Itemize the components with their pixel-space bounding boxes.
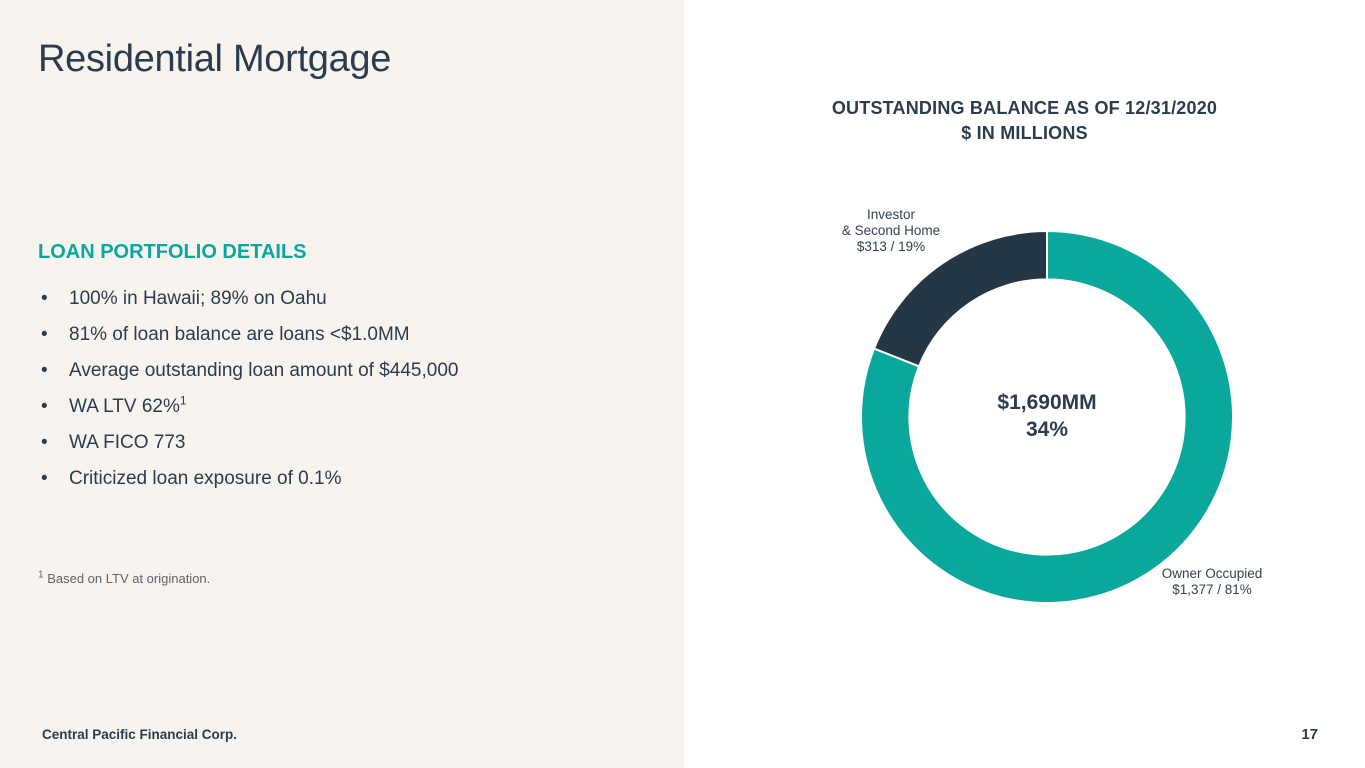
bullet-text: WA LTV 62% — [69, 396, 180, 417]
footnote-text: Based on LTV at origination. — [47, 571, 211, 586]
chart-title-line2: $ IN MILLIONS — [961, 123, 1088, 143]
bullet-dot: • — [41, 468, 48, 489]
bullet-text: 81% of loan balance are loans <$1.0MM — [69, 324, 410, 345]
bullet-text: 100% in Hawaii; 89% on Oahu — [69, 288, 327, 309]
company-name: Central Pacific Financial Corp. — [42, 727, 238, 742]
page-title: Residential Mortgage — [38, 38, 392, 80]
bullet-dot: • — [41, 360, 48, 381]
loan-details-list — [38, 281, 458, 497]
bullet-dot: • — [41, 432, 48, 453]
bullet-text: Average outstanding loan amount of $445,000 — [69, 360, 459, 381]
donut-center-label — [857, 389, 1237, 443]
list-item — [38, 425, 458, 461]
section-heading: LOAN PORTFOLIO DETAILS — [38, 241, 307, 263]
list-item — [38, 461, 458, 497]
list-item — [38, 317, 458, 353]
footnote — [38, 571, 210, 586]
bullet-dot: • — [41, 396, 48, 417]
footnote-reference: 1 — [179, 393, 187, 408]
chart-title-line1: OUTSTANDING BALANCE AS OF 12/31/2020 — [831, 98, 1218, 118]
list-item — [38, 389, 458, 425]
list-item — [38, 281, 458, 317]
bullet-text: WA FICO 773 — [69, 432, 186, 453]
label-owner-line1: Owner Occupied — [1161, 566, 1263, 581]
label-owner-occupied — [1162, 566, 1263, 598]
donut-total-percent: 34% — [1025, 418, 1069, 441]
donut-total-value: $1,690MM — [997, 391, 1097, 414]
label-investor-second-home — [842, 207, 940, 255]
label-investor-value: $313 / 19% — [856, 239, 926, 254]
bullet-dot: • — [41, 324, 48, 345]
bullet-dot: • — [41, 288, 48, 309]
chart-title — [684, 96, 1365, 146]
page-number: 17 — [1301, 726, 1318, 743]
label-investor-line2: & Second Home — [841, 223, 941, 238]
label-owner-value: $1,377 / 81% — [1172, 582, 1252, 597]
label-investor-line1: Investor — [866, 207, 916, 222]
footnote-marker: 1 — [38, 569, 44, 581]
chart-panel — [684, 0, 1365, 768]
list-item — [38, 353, 458, 389]
bullet-text: Criticized loan exposure of 0.1% — [69, 468, 342, 489]
